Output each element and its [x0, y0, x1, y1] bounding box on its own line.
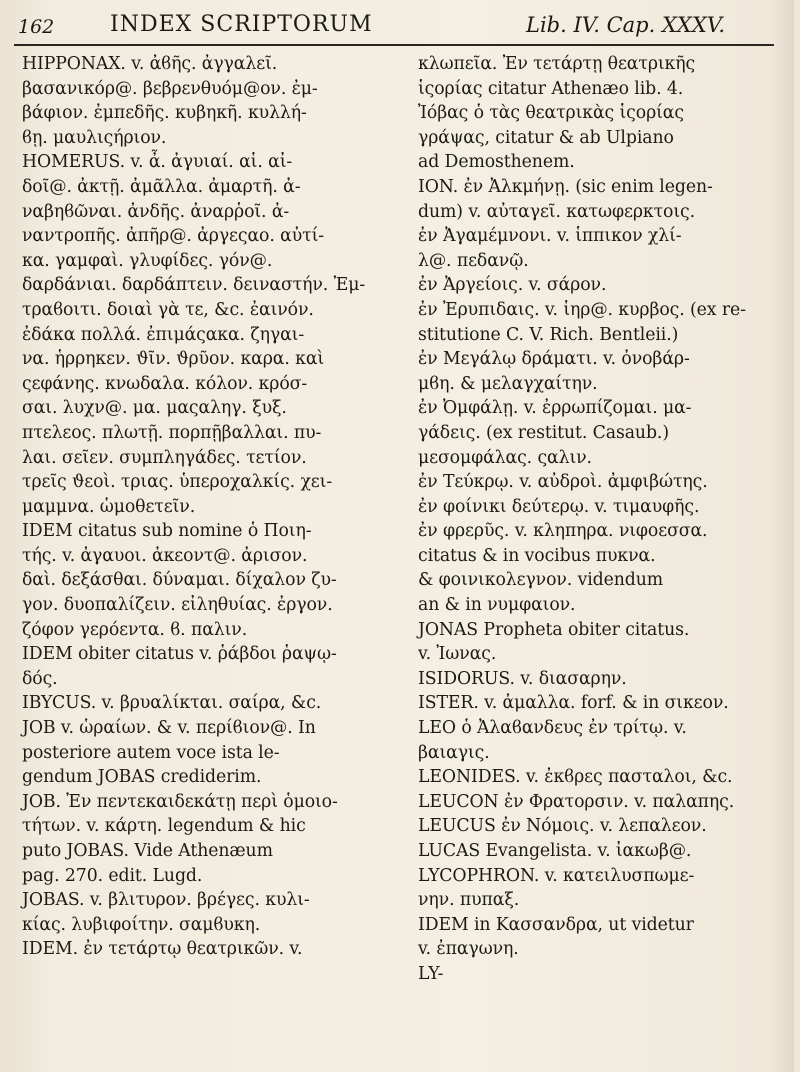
entry-line: ad Demosthenem.: [418, 152, 575, 173]
entry-line: μεσομφάλας. ςαλιν.: [418, 447, 592, 468]
entry-line: Ἰόβας ὁ τὰς θεατρικὰς ἱςορίας: [418, 103, 684, 124]
entry-line: βασανικόρ@. βεβρενθυόμ@ον. ἐμ-: [22, 78, 318, 99]
entry-line: βάφιον. ἐμπεδῆς. κυβηκῆ. κυλλή-: [22, 103, 307, 124]
entry-line: ἱςορίας citatur Athenæo lib. 4.: [418, 78, 684, 99]
entry-line: IDEM obiter citatus v. ῥάβδοι ῥαψῳ-: [22, 644, 337, 665]
entry-line: ἐν Ἀργείοις. v. σάρον.: [418, 275, 607, 296]
page-title: INDEX SCRIPTORUM: [110, 12, 373, 37]
index-entry: [418, 618, 770, 667]
entry-line: να. ἡρρηκεν. ϑῖν. ϑρῦον. καρα. καὶ: [22, 349, 325, 370]
index-entry: [418, 790, 770, 815]
entry-line: ἐν Μεγάλῳ δράματι. v. ὀνοβάρ-: [418, 349, 690, 370]
running-header: [18, 10, 768, 40]
section-reference: Lib. IV. Cap. XXXV.: [526, 13, 725, 37]
entry-line: ISIDORUS. v. διασαρην.: [418, 668, 627, 689]
index-entry: [418, 864, 770, 913]
entry-line: λ@. πεδανῷ.: [418, 250, 529, 271]
entry-line: μϐη. & μελαγχαίτην.: [418, 373, 598, 394]
index-entry: [418, 765, 770, 790]
entry-line: ναντροπῆς. ἀπῆρ@. ἀργεςαο. αὐτί-: [22, 226, 324, 247]
index-entry: [418, 962, 770, 987]
entry-line: HIPPONAX. v. ἀϐῆς. ἀγγαλεῖ.: [22, 54, 278, 74]
entry-line: σαι. λυχν@. μα. μαςαληγ. ξυξ.: [22, 398, 287, 419]
entry-line: ἐν Ἀγαμέμνονι. v. ἱππικον χλί-: [418, 226, 682, 247]
entry-line: ISTER. v. ἀμαλλα. forf. & in σικεον.: [418, 693, 729, 714]
index-entry: [418, 716, 770, 765]
entry-line: δοῖ@. ἀκτῇ. ἀμᾶλλα. ἀμαρτῆ. ἀ-: [22, 176, 301, 197]
entry-line: JONAS Propheta obiter citatus.: [418, 619, 690, 640]
entry-line: HOMERUS. v. ἆ. ἀγυιαί. αἱ. αἰ-: [22, 152, 293, 173]
entry-line: an & in νυμφαιον.: [418, 595, 576, 616]
entry-line: τής. v. ἀγαυοι. ἀκεοντ@. ἀρισον.: [22, 545, 308, 566]
entry-line: λαι. σεῖεν. συμπληγάδες. τετίον.: [22, 447, 307, 468]
page-number: 162: [18, 16, 55, 38]
entry-line: νην. πυπαξ.: [418, 890, 520, 911]
index-entry: [22, 150, 387, 519]
entry-line: LYCOPHRON. v. κατειλυσπωμε-: [418, 865, 695, 886]
entry-line: posteriore autem voce ista le-: [22, 742, 280, 763]
entry-line: γράψας, citatur & ab Ulpiano: [418, 127, 674, 148]
entry-line: LEO ὁ Ἀλαϐανδευς ἐν τρίτῳ. v.: [418, 718, 687, 739]
entry-line: & φοινικολεγνον. videndum: [418, 570, 664, 591]
entry-line: LUCAS Evangelista. v. ἰακωβ@.: [418, 841, 692, 861]
entry-line: IDEM. ἐν τετάρτῳ θεατρικῶν. v.: [22, 939, 303, 960]
entry-line: IDEM in Κασσανδρα, ut videtur: [418, 914, 694, 935]
entry-line: ἐν φρερῦς. v. κληπηρα. νιφοεσσα.: [418, 521, 708, 542]
entry-line: τρεῖς ϑεοὶ. τριας. ὑπεροχαλκίς. χει-: [22, 472, 333, 493]
entry-line: γάδεις. (ex restitut. Casaub.): [418, 422, 669, 443]
entry-line: ϐῃ. μαυλιςήριον.: [22, 127, 167, 148]
entry-line: δαὶ. δεξάσθαι. δύναμαι. δίχαλον ζυ-: [22, 570, 337, 591]
entry-line: JOBAS. v. βλιτυρον. βρέγες. κυλι-: [22, 890, 310, 911]
entry-line: v. Ἰωνας.: [418, 644, 497, 665]
entry-line: dum) v. αὐταγεῖ. κατωφερκτοις.: [418, 201, 696, 222]
entry-line: ἐν Τεύκρῳ. v. αὐδροὶ. ἀμφιβώτης.: [418, 472, 708, 493]
index-entry: [418, 913, 770, 962]
entry-line: JOB v. ὡραίων. & v. περίϐιον@. In: [22, 718, 316, 739]
entry-line: γον. δυοπαλίζειν. εἰληθυίας. ἐργον.: [22, 595, 333, 616]
entry-line: ναβηϐῶναι. ἀνδῆς. ἀναρῥοῖ. ἀ-: [22, 201, 290, 222]
entry-line: pag. 270. edit. Lugd.: [22, 865, 203, 886]
header-rule: [14, 44, 774, 46]
index-entry: [418, 691, 770, 716]
index-entry: [22, 642, 387, 691]
entry-line: κίας. λυβιφοίτην. σαμϐυκη.: [22, 914, 261, 935]
entry-line: citatus & in vocibus πυκνα.: [418, 545, 656, 566]
entry-line: δαρδάνιαι. δαρδάπτειν. δειναστήν. Ἐμ-: [22, 275, 366, 296]
page-edge-shadow: [770, 0, 794, 1072]
index-entry: [418, 175, 770, 618]
index-entry: [22, 716, 387, 790]
entry-line: ἐν Ἐρυπιδαις. v. ἱηρ@. κυρβος. (ex re-: [418, 299, 746, 320]
entry-line: puto JOBAS. Vide Athenæum: [22, 841, 273, 861]
entry-line: ἐν Ὀμφάλῃ. v. ἐρρωπίζομαι. μα-: [418, 398, 692, 419]
entry-line: JOB. Ἐν πεντεκαιδεκάτῃ περὶ ὁμοιο-: [22, 791, 338, 812]
index-entry: [418, 814, 770, 839]
entry-line: ἐν φοίνικι δεύτερῳ. v. τιμαυφῆς.: [418, 496, 700, 517]
entry-line: πτελεος. πλωτῇ. πορπῇβαλλαι. πυ-: [22, 422, 322, 443]
entry-line: βαιαγις.: [418, 742, 490, 763]
right-column: [418, 52, 770, 987]
index-entry: [418, 52, 770, 175]
entry-line: μαμμνα. ὡμοθετεῖν.: [22, 496, 196, 517]
entry-line: stitutione C. V. Rich. Bentleii.): [418, 324, 679, 345]
entry-line: ςεφάνης. κνωδαλα. κόλον. κρόσ-: [22, 373, 308, 394]
index-entry: [418, 667, 770, 692]
entry-line: LY-: [418, 963, 444, 984]
entry-line: LEONIDES. v. ἐκϐρες πασταλοι, &c.: [418, 767, 733, 788]
entry-line: v. ἐπαγωνη.: [418, 939, 519, 960]
entry-line: ION. ἐν Ἀλκμήνῃ. (sic enim legen-: [418, 176, 713, 197]
entry-line: τραϐοιτι. δοιαὶ γὰ τε, &c. ἐαινόν.: [22, 299, 314, 320]
entry-line: IBYCUS. v. βρυαλίκται. σαίρα, &c.: [22, 693, 322, 714]
index-entry: [22, 691, 387, 716]
index-entry: [418, 839, 770, 864]
entry-line: ζόφον γερόεντα. ϐ. παλιν.: [22, 619, 248, 640]
index-entry: [22, 937, 387, 962]
left-column: [22, 52, 387, 962]
index-entry: [22, 888, 387, 937]
entry-line: τήτων. v. κάρτη. legendum & hic: [22, 816, 306, 837]
entry-line: LEUCUS ἐν Νόμοις. v. λεπαλεον.: [418, 816, 707, 837]
entry-line: κα. γαμφαὶ. γλυφίδες. γόν@.: [22, 250, 273, 271]
index-entry: [22, 52, 387, 150]
entry-line: LEUCON ἐν Φρατορσιν. v. παλαπης.: [418, 791, 735, 812]
entry-line: ἐδάκα πολλά. ἐπιμάςακα. ζηγαι-: [22, 324, 305, 345]
entry-line: δός.: [22, 668, 58, 689]
index-entry: [22, 519, 387, 642]
index-entry: [22, 790, 387, 888]
entry-line: IDEM citatus sub nomine ὁ Ποιη-: [22, 521, 312, 542]
entry-line: κλωπεῖα. Ἐν τετάρτῃ θεατρικῆς: [418, 54, 696, 74]
entry-line: gendum JOBAS crediderim.: [22, 767, 262, 788]
